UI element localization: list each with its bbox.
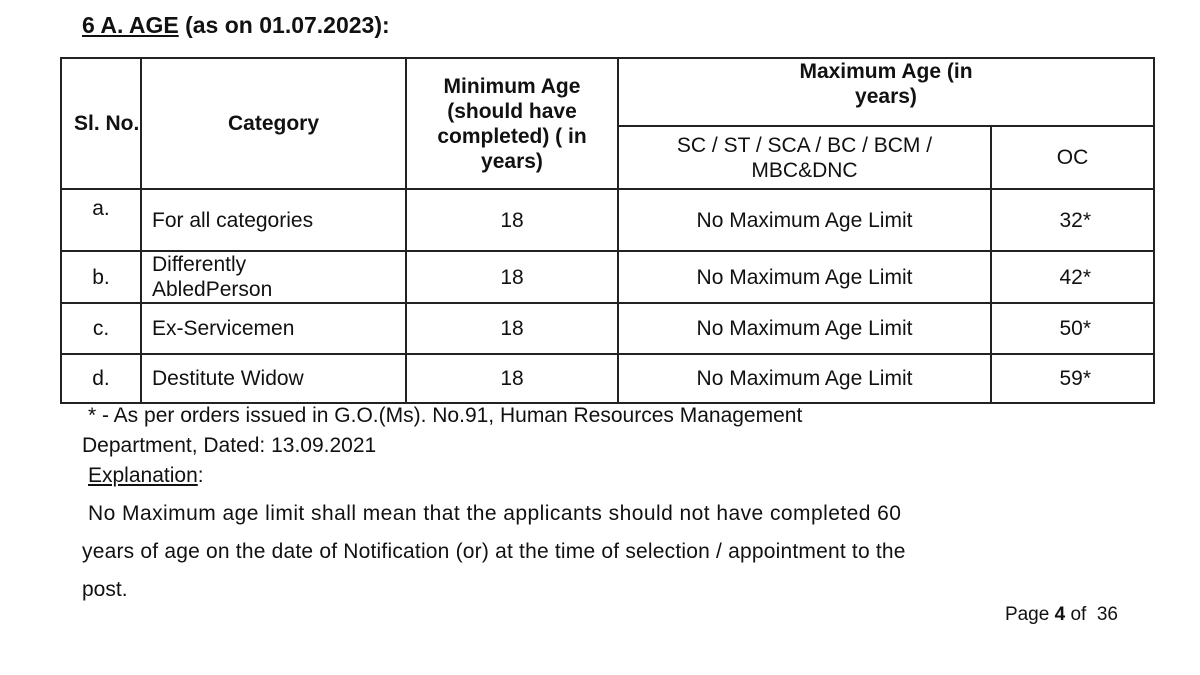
- explanation-heading: [88, 464, 204, 488]
- sl-no: b.: [61, 251, 141, 303]
- table-row: [61, 189, 1154, 251]
- header-category: Category: [141, 58, 406, 189]
- oc-max-age: 50*: [991, 303, 1154, 354]
- category: Destitute Widow: [141, 354, 406, 403]
- min-age: 18: [406, 251, 618, 303]
- age-table: [60, 57, 1155, 404]
- oc-max-age: 32*: [991, 189, 1154, 251]
- oc-max-age: 59*: [991, 354, 1154, 403]
- explanation-colon: :: [197, 464, 204, 487]
- header-sc-st: SC / ST / SCA / BC / BCM / MBC&DNC: [618, 126, 991, 189]
- sl-no: c.: [61, 303, 141, 354]
- sl-no: d.: [61, 354, 141, 403]
- explanation-label: Explanation: [88, 464, 198, 487]
- sc-st-max-age: No Maximum Age Limit: [618, 189, 991, 251]
- header-oc: OC: [991, 126, 1154, 189]
- footnote-line-1: * - As per orders issued in G.O.(Ms). No.91, Human Resources Management: [88, 404, 803, 427]
- page-total: 36: [1096, 604, 1118, 625]
- table-row: [61, 303, 1154, 354]
- footnote-line-2: Department, Dated: 13.09.2021: [82, 434, 377, 457]
- category: For all categories: [141, 189, 406, 251]
- explanation-line-1: No Maximum age limit shall mean that the applicants should not have completed 60: [88, 502, 902, 525]
- header-maximum-age: Maximum Age (in years): [618, 58, 1154, 126]
- explanation-line-3: post.: [82, 578, 128, 601]
- oc-max-age: 42*: [991, 251, 1154, 303]
- section-date: (as on 01.07.2023):: [178, 12, 390, 38]
- explanation-line-2: years of age on the date of Notification (or) at the time of selection / appointment to the: [82, 540, 906, 563]
- category: Differently AbledPerson: [141, 251, 406, 303]
- header-minimum-age: Minimum Age (should have completed) ( in years): [406, 58, 618, 189]
- page-indicator: [1005, 604, 1118, 626]
- section-number: 6 A. AGE: [82, 12, 179, 38]
- section-title: [82, 12, 390, 39]
- page-prefix: Page: [1004, 604, 1055, 625]
- table-row: [61, 354, 1154, 403]
- min-age: 18: [406, 189, 618, 251]
- sc-st-max-age: No Maximum Age Limit: [618, 354, 991, 403]
- sc-st-max-age: No Maximum Age Limit: [618, 251, 991, 303]
- table-row: [61, 251, 1154, 303]
- page-of: of: [1065, 604, 1097, 625]
- min-age: 18: [406, 303, 618, 354]
- sl-no: a.: [61, 189, 141, 251]
- category: Ex-Servicemen: [141, 303, 406, 354]
- sc-st-max-age: No Maximum Age Limit: [618, 303, 991, 354]
- header-sl-no: Sl. No.: [61, 58, 141, 189]
- page-current: 4: [1054, 604, 1066, 625]
- min-age: 18: [406, 354, 618, 403]
